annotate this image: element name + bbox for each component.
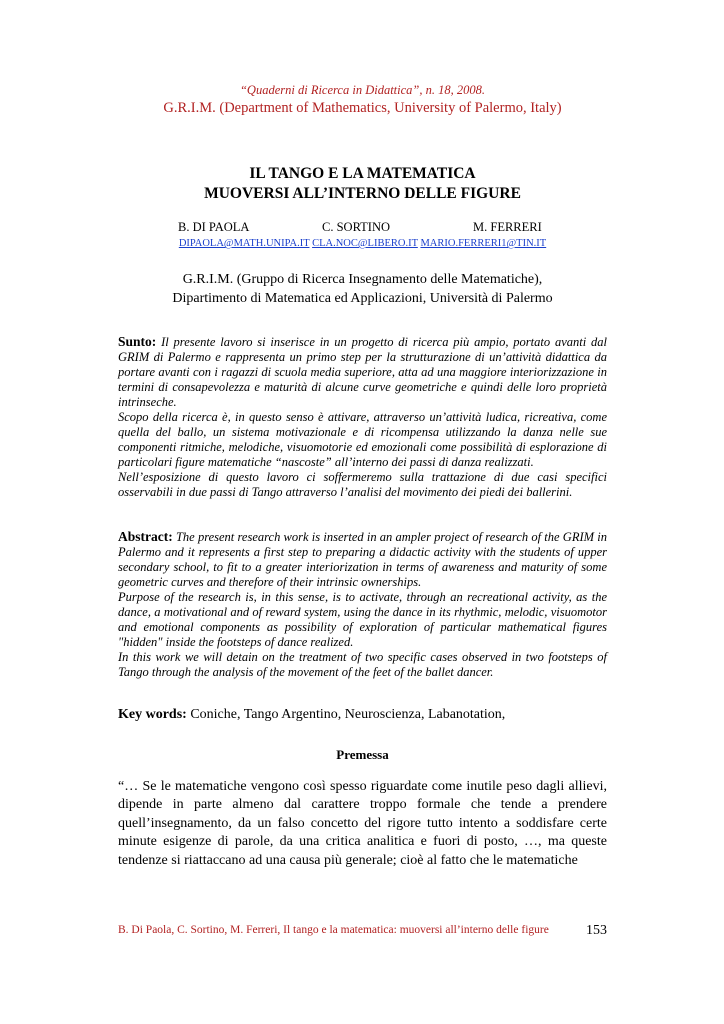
sunto-section (118, 334, 607, 500)
abstract-section (118, 529, 607, 680)
abstract-paragraph: The present research work is inserted in an ampler project of research of the GRIM in Palermo and it represents a first step to preparing a didactic activity with the students of upper secondary school, to fit to a greater interiorization in terms of awareness and maturity of some geometric curves and therefore of their intrinsic ownerships. (118, 530, 607, 589)
page-footer (118, 924, 607, 936)
affiliation (118, 270, 607, 308)
keywords-label: Key words: (118, 707, 187, 722)
affiliation-line-2: Dipartimento di Matematica ed Applicazioni, Università di Palermo (172, 291, 553, 306)
title-line-2: MUOVERSI ALL’INTERNO DELLE FIGURE (204, 185, 521, 202)
sunto-paragraph: Nell’esposizione di questo lavoro ci soffermeremo sulla trattazione di due casi specifici osservabili in due passi di Tango attraverso l’analisi del movimento dei piedi dei ballerini. (118, 470, 607, 499)
author-name: B. DI PAOLA (178, 220, 250, 234)
premessa-paragraph: “… Se le matematiche vengono così spesso riguardate come inutile peso dagli allievi, dipende in parte almeno dal carattere troppo formale che tende a prendere quell’insegnamento, da un falso concetto del rigore tutto intento a soddisfare certe minute esigenze di parole, da una critica analitica e fuori di posto, …, ma queste tendenze si riattaccano ad una causa più generale; cioè al fatto che le matematiche (118, 779, 607, 868)
journal-citation: “Quaderni di Ricerca in Didattica”, n. 18, 2008. (239, 83, 485, 97)
abstract-paragraph: Purpose of the research is, in this sense, is to activate, through an recreational activity, as the dance, a motivational and of reward system, using the dance in its rhythmic, melodic, visuomotor and emotional components as possibility of exploration of particular mathematical figures "hidden" inside the footsteps of dance realized. (118, 590, 607, 649)
keywords (118, 707, 607, 723)
footer-citation: B. Di Paola, C. Sortino, M. Ferreri, Il tango e la matematica: muoversi all’interno delle figure (118, 924, 549, 936)
abstract-label: Abstract: (118, 529, 173, 544)
affiliation-line-1: G.R.I.M. (Gruppo di Ricerca Insegnamento delle Matematiche), (182, 272, 543, 287)
author-name: C. SORTINO (322, 220, 391, 234)
department-header: G.R.I.M. (Department of Mathematics, University of Palermo, Italy) (163, 100, 562, 116)
keywords-text: Coniche, Tango Argentino, Neuroscienza, Labanotation, (190, 707, 506, 722)
author-emails (118, 238, 607, 249)
sunto-paragraph: Scopo della ricerca è, in questo senso è attivare, attraverso un’attività ludica, ricreativa, come quella del ballo, un sistema motivazionale e di ricompensa utilizzando la danza nelle sue componenti ritmiche, melodiche, visuomotorie ed emozionali come possibilità di esplorazione di particolari figure matematiche “nascoste” all’interno dei passi di danza realizzati. (118, 410, 607, 469)
sunto-label: Sunto: (118, 334, 157, 349)
section-heading: Premessa (336, 747, 389, 762)
email-link[interactable]: DIPAOLA@MATH.UNIPA.IT (178, 238, 310, 249)
page-number: 153 (586, 923, 607, 938)
author-name: M. FERRERI (473, 220, 542, 234)
email-link[interactable]: CLA.NOC@LIBERO.IT (312, 238, 418, 249)
title-line-1: IL TANGO E LA MATEMATICA (249, 165, 476, 182)
paper-title (118, 164, 607, 204)
abstract-paragraph: In this work we will detain on the treatment of two specific cases observed in two footsteps of Tango through the analysis of the movement of the feet of the ballet dancer. (118, 650, 607, 679)
email-link[interactable]: MARIO.FERRERI1@TIN.IT (420, 238, 547, 249)
sunto-paragraph: Il presente lavoro si inserisce in un progetto di ricerca più ampio, portato avanti dal GRIM di Palermo e rappresenta un primo step per la strutturazione di un’attività didattica da portare avanti con i ragazzi di scuola media superiore, atta ad una maggiore interiorizzazione in termini di consapevolezza e maturità di alcune curve geometriche e quindi delle loro proprietà intrinseche. (118, 335, 607, 409)
